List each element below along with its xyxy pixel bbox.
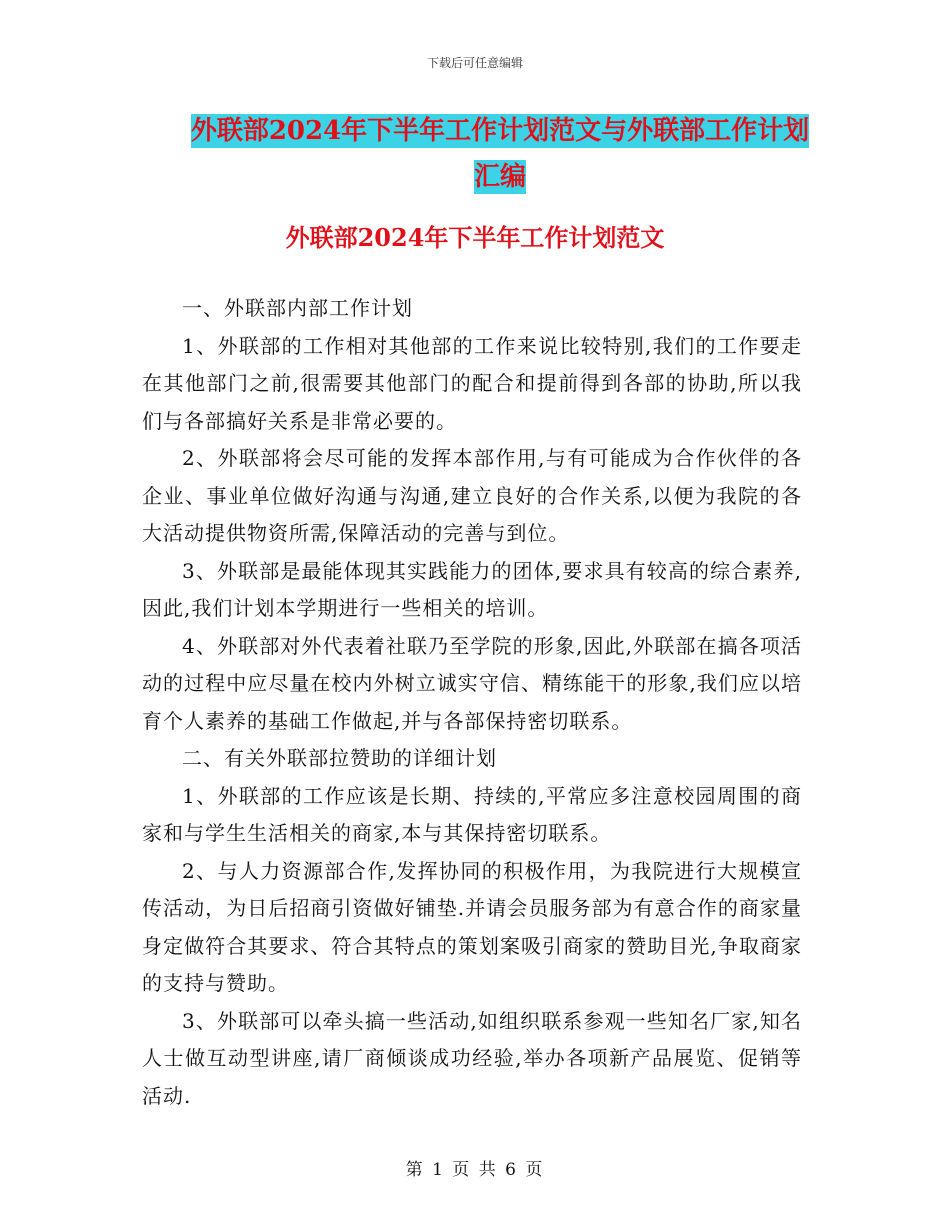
paragraph: 1、外联部的工作相对其他部的工作来说比较特别,我们的工作要走在其他部门之前,很需要其他部门的配合和提前得到各部的协助,所以我们与各部搞好关系是非常必要的。 (142, 333, 802, 433)
paragraph: 3、外联部是最能体现其实践能力的团体,要求具有较高的综合素养,因此,我们计划本学期进行一些相关的培训。 (142, 558, 802, 620)
paragraph: 1、外联部的工作应该是长期、持续的,平常应多注意校园周围的商家和与学生生活相关的商家,本与其保持密切联系。 (142, 783, 802, 845)
paragraph: 2、外联部将会尽可能的发挥本部作用,与有可能成为合作伙伴的各企业、事业单位做好沟通与沟通,建立良好的合作关系,以便为我院的各大活动提供物资所需,保障活动的完善与到位。 (142, 446, 802, 545)
document-title (190, 108, 810, 200)
paragraph: 4、外联部对外代表着社联乃至学院的形象,因此,外联部在搞各项活动的过程中应尽量在校内外树立诚实守信、精练能干的形象,我们应以培育个人素养的基础工作做起,并与各部保持密切联系。 (142, 633, 802, 733)
document-title-line-2: 汇编 (473, 162, 526, 192)
page-footer: 第 1 页 共 6 页 (405, 1160, 545, 1180)
paragraph: 3、外联部可以牵头搞一些活动,如组织联系参观一些知名厂家,知名人士做互动型讲座,请厂商倾谈成功经验,举办各项新产品展览、促销等活动. (142, 1008, 802, 1108)
paragraph: 二、有关外联部拉赞助的详细计划 (182, 746, 497, 770)
section-title: 外联部2024年下半年工作计划范文 (285, 223, 665, 252)
paragraph: 2、与人力资源部合作,发挥协同的积极作用，为我院进行大规模宣传活动，为日后招商引资做好铺垫.并请会员服务部为有意合作的商家量身定做符合其要求、符合其特点的策划案吸引商家的赞助目光,争取商家的支持与赞助。 (142, 858, 802, 995)
header-note: 下载后可任意编辑 (426, 56, 523, 70)
document-body (142, 290, 802, 1115)
document-title-line-1: 外联部2024年下半年工作计划范文与外联部工作计划 (190, 116, 810, 146)
paragraph: 一、外联部内部工作计划 (182, 296, 413, 320)
